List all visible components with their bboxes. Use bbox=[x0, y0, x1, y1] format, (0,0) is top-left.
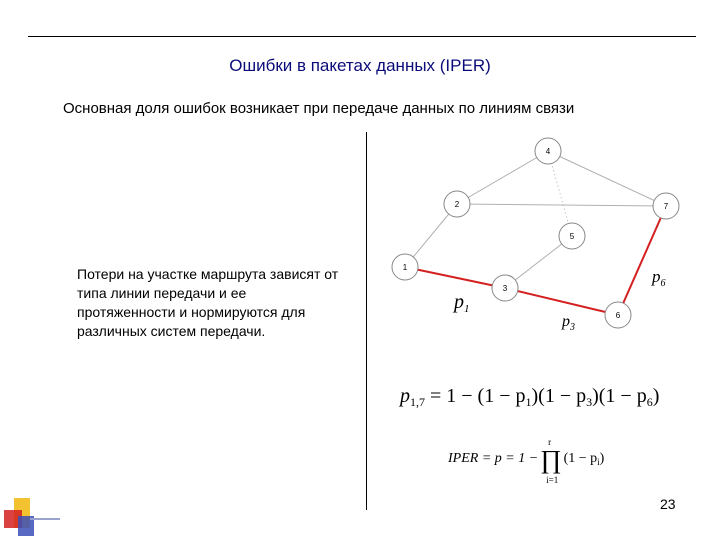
slide-title: Ошибки в пакетах данных (IPER) bbox=[229, 56, 491, 75]
node-label: 2 bbox=[454, 200, 460, 209]
logo-icon bbox=[0, 492, 60, 540]
link-4-7 bbox=[548, 151, 666, 206]
node-label: 7 bbox=[663, 202, 669, 211]
top-rule bbox=[28, 36, 696, 37]
losses-description: Потери на участке маршрута зависят от типа линии передачи и ее протяженности и нормируются для различных систем передачи. bbox=[77, 266, 339, 339]
link-1-3 bbox=[405, 267, 505, 288]
node-5 bbox=[559, 223, 585, 249]
link-3-6 bbox=[505, 288, 618, 315]
node-3 bbox=[492, 275, 518, 301]
page-number: 23 bbox=[660, 496, 676, 512]
node-4 bbox=[535, 138, 561, 164]
network-diagram bbox=[370, 130, 700, 340]
edge-label-p1: $p_1$ bbox=[454, 291, 470, 315]
edge-label-p6: $p_6$ bbox=[652, 267, 666, 289]
link-2-7 bbox=[457, 204, 666, 206]
node-label: 5 bbox=[569, 232, 575, 241]
node-2 bbox=[444, 191, 470, 217]
node-label: 4 bbox=[545, 147, 551, 156]
node-label: 6 bbox=[615, 311, 621, 320]
link-4-2 bbox=[457, 151, 548, 204]
node-1 bbox=[392, 254, 418, 280]
column-divider bbox=[366, 132, 367, 510]
link-6-7 bbox=[618, 206, 666, 315]
slide-subtitle: Основная доля ошибок возникает при передаче данных по линиям связи bbox=[63, 100, 575, 117]
iper-formula: IPER = p = 1 −∏ r i=1 $(1 - p_i)$ bbox=[448, 437, 605, 485]
node-label: 1 bbox=[402, 263, 408, 272]
node-6 bbox=[605, 302, 631, 328]
node-7 bbox=[653, 193, 679, 219]
edge-label-p3: $p_3$ bbox=[562, 313, 575, 333]
node-label: 3 bbox=[502, 284, 508, 293]
path-loss-formula: $p_{1,7} = 1 - (1 - p_1)(1 - p_3)(1 - p_6)$ bbox=[400, 385, 660, 409]
